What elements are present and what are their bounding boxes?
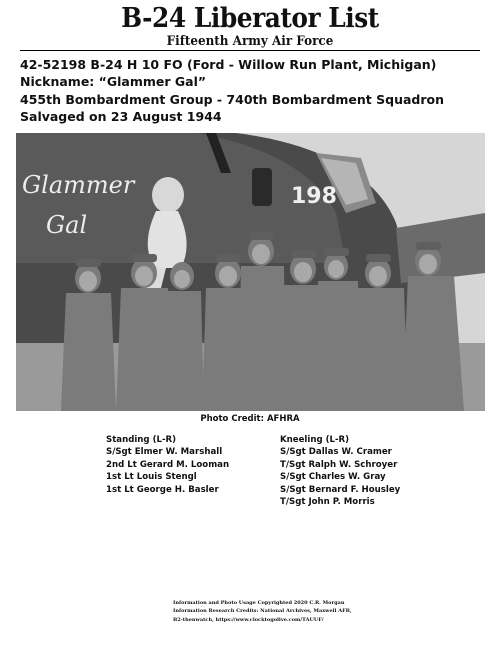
aircraft-number: 198	[291, 184, 337, 209]
footer-line: Information Research Credits: National Archives, Maxwell AFB,	[173, 608, 352, 615]
title-divider	[20, 50, 480, 51]
crew-member: S/Sgt Charles W. Gray	[280, 472, 386, 483]
standing-header: Standing (L-R)	[106, 435, 177, 445]
crew-member: S/Sgt Bernard F. Housley	[280, 484, 401, 495]
unit-line: 455th Bombardment Group - 740th Bombardment Squadron	[20, 91, 444, 107]
crew-member: 1st Lt George H. Basler	[106, 484, 219, 495]
crew-member: T/Sgt John P. Morris	[280, 497, 375, 508]
crew-member: S/Sgt Dallas W. Cramer	[280, 447, 392, 458]
page-title: B-24 Liberator List	[121, 3, 379, 34]
footer-line: B2-thenwatch, https://www.clocktogolive.com/TAUUF/	[173, 616, 324, 623]
crew-photo	[16, 133, 485, 411]
kneeling-crew-list	[280, 434, 400, 508]
photo-credit: Photo Credit: AFHRA	[200, 414, 300, 424]
crew-member: T/Sgt Ralph W. Schroyer	[280, 459, 398, 470]
footer-line: Information and Photo Usage Copyrighted 2020 C.R. Morgan	[173, 600, 345, 606]
crew-member: S/Sgt Elmer W. Marshall	[106, 447, 223, 458]
standing-crew-list	[106, 434, 229, 496]
nickname-line: Nickname: “Glammer Gal”	[20, 74, 207, 90]
kneeling-header: Kneeling (L-R)	[280, 435, 350, 445]
copyright-footer	[173, 599, 373, 624]
crew-member: 2nd Lt Gerard M. Looman	[106, 459, 230, 470]
aircraft-info	[20, 56, 480, 125]
fate-line: Salvaged on 23 August 1944	[20, 108, 222, 124]
crew-member: 1st Lt Louis Stengl	[106, 472, 197, 483]
nose-art-text-2: Gal	[46, 211, 88, 239]
page-subtitle: Fifteenth Army Air Force	[166, 34, 334, 49]
nose-art-text-1: Glammer	[22, 171, 135, 199]
serial-model-line: 42-52198 B-24 H 10 FO (Ford - Willow Run Plant, Michigan)	[20, 57, 437, 72]
